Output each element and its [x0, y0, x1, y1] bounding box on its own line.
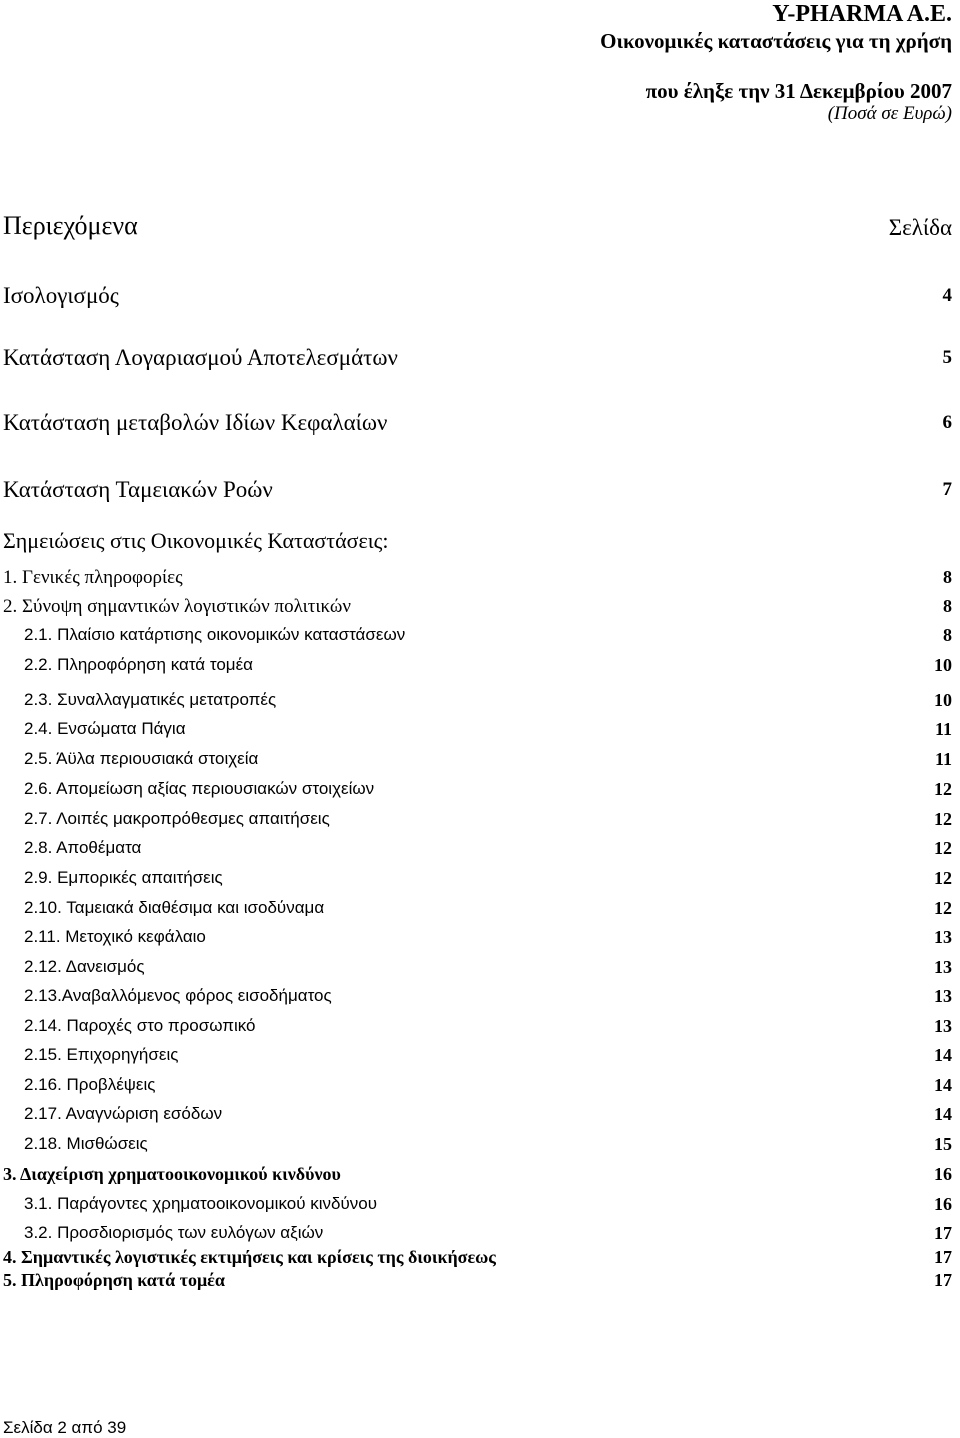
toc-item-page: 10	[934, 655, 952, 675]
toc-note-item[interactable]	[0, 656, 952, 680]
toc-item-page: 8	[943, 567, 952, 587]
toc-item-label: 2.3. Συναλλαγματικές μετατροπές	[24, 690, 277, 709]
toc-item-page: 14	[934, 1104, 952, 1124]
toc-item-label: 2.14. Παροχές στο προσωπικό	[24, 1016, 256, 1035]
toc-item-label: 3. Διαχείριση χρηματοοικονομικού κινδύνου	[3, 1164, 341, 1184]
toc-main-item[interactable]	[0, 284, 952, 308]
toc-item-page: 4	[942, 285, 952, 306]
toc-note-item[interactable]	[0, 899, 952, 923]
toc-item-page: 11	[934, 719, 952, 739]
toc-note-item[interactable]	[0, 750, 952, 774]
toc-item-page: 13	[934, 957, 952, 977]
toc-item-page: 12	[934, 809, 952, 829]
toc-item-page: 14	[934, 1045, 952, 1065]
toc-note-item[interactable]	[0, 1017, 952, 1041]
toc-item-label: 3.2. Προσδιορισμός των ευλόγων αξιών	[24, 1223, 324, 1242]
toc-main-item[interactable]	[0, 411, 952, 435]
toc-item-page: 14	[934, 1075, 952, 1095]
toc-note-item[interactable]	[0, 1135, 952, 1159]
toc-note-item[interactable]	[0, 568, 952, 592]
toc-note-item[interactable]	[0, 597, 952, 621]
currency-note: (Ποσά σε Ευρώ)	[827, 103, 952, 124]
toc-heading: Περιεχόμενα	[3, 211, 138, 240]
toc-note-item[interactable]	[0, 626, 952, 650]
toc-item-page: 12	[934, 898, 952, 918]
company-name: Y-PHARMA A.E.	[772, 1, 952, 27]
toc-note-item[interactable]	[0, 1165, 952, 1189]
toc-note-item[interactable]	[0, 1105, 952, 1129]
toc-note-item[interactable]	[0, 691, 952, 715]
toc-item-page: 16	[934, 1164, 952, 1184]
toc-item-label: 4. Σημαντικές λογιστικές εκτιμήσεις και κρίσεις της διοικήσεως	[3, 1247, 496, 1267]
toc-item-label: 5. Πληροφόρηση κατά τομέα	[3, 1270, 225, 1290]
toc-main-item[interactable]	[0, 478, 952, 502]
toc-note-item[interactable]	[0, 987, 952, 1011]
toc-note-item[interactable]	[0, 928, 952, 952]
footer-page-info: Σελίδα 2 από 39	[3, 1418, 127, 1437]
toc-item-label: 2.10. Ταμειακά διαθέσιμα και ισοδύναμα	[24, 898, 325, 917]
toc-item-label: 2.1. Πλαίσιο κατάρτισης οικονομικών καταστάσεων	[24, 625, 406, 644]
toc-item-label: 3.1. Παράγοντες χρηματοοικονομικού κινδύνου	[24, 1194, 378, 1213]
toc-note-item[interactable]	[0, 780, 952, 804]
toc-item-page: 12	[934, 779, 952, 799]
toc-item-page: 11	[934, 749, 952, 769]
toc-item-label: Κατάσταση Λογαριασμού Αποτελεσμάτων	[3, 345, 398, 370]
toc-note-item[interactable]	[0, 1076, 952, 1100]
toc-page-heading: Σελίδα	[888, 215, 952, 240]
toc-item-page: 7	[942, 479, 952, 500]
toc-item-label: 2.8. Αποθέματα	[24, 838, 142, 857]
toc-note-item[interactable]	[0, 958, 952, 982]
toc-item-page: 8	[943, 596, 952, 616]
toc-item-page: 13	[934, 986, 952, 1006]
toc-item-page: 8	[943, 625, 952, 645]
report-title: Οικονομικές καταστάσεις για τη χρήση	[600, 29, 952, 53]
toc-item-page: 5	[942, 347, 952, 368]
toc-item-page: 17	[934, 1223, 952, 1243]
toc-item-label: Κατάσταση Ταμειακών Ροών	[3, 477, 273, 502]
toc-item-page: 16	[934, 1194, 952, 1214]
toc-note-item[interactable]	[0, 1046, 952, 1070]
toc-note-item[interactable]	[0, 1271, 952, 1295]
toc-item-label: 2.6. Απομείωση αξίας περιουσιακών στοιχείων	[24, 779, 375, 798]
toc-item-label: 2.15. Επιχορηγήσεις	[24, 1045, 179, 1064]
toc-item-label: 2.18. Μισθώσεις	[24, 1134, 148, 1153]
toc-note-item[interactable]	[0, 1195, 952, 1219]
toc-item-label: 2.16. Προβλέψεις	[24, 1075, 156, 1094]
toc-item-page: 12	[934, 868, 952, 888]
toc-note-item[interactable]	[0, 720, 952, 744]
toc-note-item[interactable]	[0, 1224, 952, 1248]
toc-item-page: 15	[934, 1134, 952, 1154]
toc-item-page: 13	[934, 927, 952, 947]
toc-item-label: Κατάσταση μεταβολών Ιδίων Κεφαλαίων	[3, 410, 388, 435]
toc-note-item[interactable]	[0, 869, 952, 893]
toc-item-page: 10	[934, 690, 952, 710]
toc-item-page: 13	[934, 1016, 952, 1036]
toc-item-label: 2.17. Αναγνώριση εσόδων	[24, 1104, 223, 1123]
toc-item-label: 2.7. Λοιπές μακροπρόθεσμες απαιτήσεις	[24, 809, 330, 828]
toc-item-label: 1. Γενικές πληροφορίες	[3, 567, 183, 588]
toc-note-item[interactable]	[0, 839, 952, 863]
toc-item-page: 17	[934, 1247, 952, 1267]
toc-note-item[interactable]	[0, 810, 952, 834]
toc-note-item[interactable]	[0, 1248, 952, 1272]
toc-item-label: 2.2. Πληροφόρηση κατά τομέα	[24, 655, 253, 674]
toc-item-label: 2. Σύνοψη σημαντικών λογιστικών πολιτικών	[3, 596, 351, 617]
toc-item-page: 6	[942, 412, 952, 433]
toc-item-page: 12	[934, 838, 952, 858]
report-period: που έληξε την 31 Δεκεμβρίου 2007	[645, 79, 952, 103]
toc-item-label: 2.12. Δανεισμός	[24, 957, 145, 976]
toc-item-label: 2.13.Αναβαλλόμενος φόρος εισοδήματος	[24, 986, 332, 1005]
toc-item-label: 2.5. Άϋλα περιουσιακά στοιχεία	[24, 749, 259, 768]
toc-item-label: Ισολογισμός	[3, 283, 119, 308]
notes-heading: Σημειώσεις στις Οικονομικές Καταστάσεις:	[3, 528, 389, 553]
toc-item-page: 17	[934, 1270, 952, 1290]
toc-item-label: 2.4. Ενσώματα Πάγια	[24, 719, 186, 738]
toc-item-label: 2.11. Μετοχικό κεφάλαιο	[24, 927, 206, 946]
toc-item-label: 2.9. Εμπορικές απαιτήσεις	[24, 868, 223, 887]
toc-main-item[interactable]	[0, 346, 952, 370]
